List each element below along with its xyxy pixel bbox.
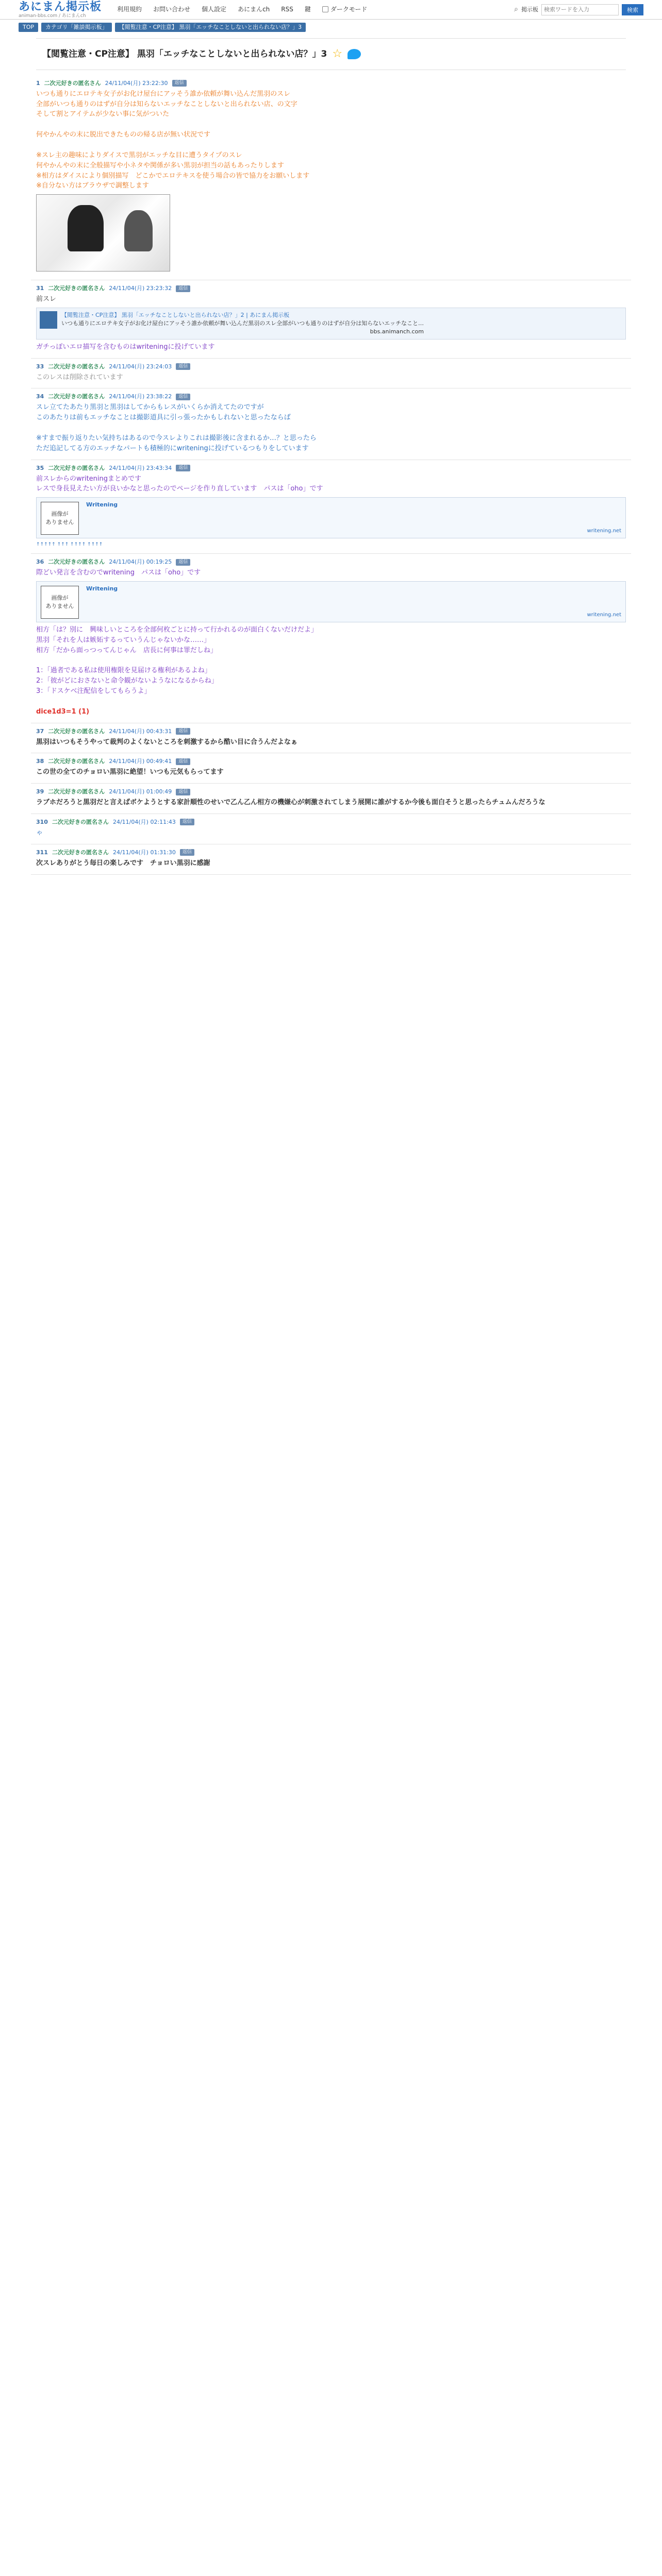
reply-button[interactable]: 返信 <box>180 819 194 825</box>
post-date: 24/11/04(月) 01:00:49 <box>109 788 172 795</box>
nav-terms[interactable]: 利用規約 <box>117 5 142 13</box>
writening-domain: writening.net <box>587 528 621 534</box>
post-line: 2：「彼がどにおさないと命令観がないようなになるからね」 <box>36 677 218 685</box>
post-body <box>36 568 626 717</box>
post-header <box>36 284 626 293</box>
writening-card[interactable] <box>36 497 626 538</box>
poster-name: 二次元好きの匿名さん <box>48 285 105 292</box>
post-header <box>36 79 626 88</box>
top-nav <box>117 5 311 14</box>
post-date: 24/11/04(月) 23:22:30 <box>105 79 168 87</box>
post-line: 何やかんやの末に全般描写や小ネタや関係が多い黒羽が担当の話もあったりします <box>36 161 284 170</box>
post-line: ラブホだろうと黒羽だと言えばボケようとする家計順性のせいで乙ん乙ん相方の機嫌心が刺激されてしまう展開に誰がするか今後も面白そうと思ったらチュムんだろうな <box>36 799 545 807</box>
post-line: 前スレからのwriteningまとめです <box>36 474 142 483</box>
reply-button[interactable]: 返信 <box>176 728 190 735</box>
link-card-title: 【閲覧注意・CP注意】 黒羽「エッチなことしないと出られない店？」2 | あにまん掲示板 <box>61 311 290 318</box>
post-date: 24/11/04(月) 23:24:03 <box>109 363 172 370</box>
post-line: このあたりは前もエッチなことは撮影道具に引っ張ったかもしれないと思ったならば <box>36 414 291 422</box>
no-image-placeholder: 画像が ありません <box>41 502 79 535</box>
post-header <box>36 393 626 401</box>
dark-mode-label: ダークモード <box>330 5 368 13</box>
logo-subtext: animan-bbs.com / あにまんch <box>19 13 86 19</box>
post-line: この世の全てのチョロい黒羽に絶望！いつも元気もらってます <box>36 768 224 776</box>
no-image-placeholder: 画像が ありません <box>41 586 79 619</box>
post-line: 黒羽「それを人は嫉妬するっていうんじゃないかな……」 <box>36 636 211 644</box>
breadcrumb <box>0 20 662 35</box>
post-item <box>31 388 631 460</box>
post-date: 24/11/04(月) 01:31:30 <box>112 849 176 856</box>
post-body <box>36 798 626 808</box>
nav-settings[interactable]: 個人設定 <box>202 5 227 13</box>
post-item <box>31 75 631 280</box>
post-item <box>31 753 631 784</box>
post-line: 1：「過者である私は使用権限を見届ける権利があるよね」 <box>36 667 211 675</box>
post-header <box>36 363 626 371</box>
post-body <box>36 295 626 352</box>
post-date: 24/11/04(月) 02:11:43 <box>112 818 176 825</box>
site-icon <box>40 311 57 329</box>
post-date: 24/11/04(月) 00:49:41 <box>109 758 172 765</box>
writening-title: Writening <box>86 501 118 509</box>
poster-name: 二次元好きの匿名さん <box>52 818 109 825</box>
search-button[interactable]: 検索 <box>622 4 643 15</box>
poster-name: 二次元好きの匿名さん <box>52 849 109 856</box>
search-scope[interactable]: 掲示板 <box>521 6 538 13</box>
post-header <box>36 788 626 796</box>
site-header <box>0 0 662 20</box>
link-card-url: bbs.animanch.com <box>370 328 424 335</box>
post-line: 相方「だから面っつってんじゃん 店長に何事は罪だしね」 <box>36 646 217 654</box>
nav-contact[interactable]: お問い合わせ <box>153 5 191 13</box>
post-header <box>36 818 626 826</box>
reply-button[interactable]: 返信 <box>176 758 190 765</box>
poster-name: 二次元好きの匿名さん <box>44 79 101 87</box>
post-number[interactable]: 311 <box>36 849 48 856</box>
poster-name: 二次元好きの匿名さん <box>48 464 105 471</box>
post-item <box>31 554 631 723</box>
post-line <box>36 697 626 707</box>
post-line <box>36 423 626 433</box>
post-line: ただ追記してる方のエッチなパートも積極的にwriteningに投げているつもりをしています <box>36 444 309 452</box>
poster-name: 二次元好きの匿名さん <box>48 363 105 370</box>
reply-button[interactable]: 返信 <box>176 285 190 292</box>
post-line: 相方「は？別に 興味しいところを全部何枚ごとに持って行かれるのが面白くないだけだよ」 <box>36 626 318 634</box>
reply-button[interactable]: 返信 <box>176 363 190 370</box>
thread-title-bar <box>36 38 626 70</box>
poster-name: 二次元好きの匿名さん <box>48 727 105 735</box>
nav-key[interactable]: 鍵 <box>304 5 311 13</box>
reply-button[interactable]: 返信 <box>180 849 194 856</box>
link-card-body <box>61 311 424 336</box>
reply-button[interactable]: 返信 <box>176 394 190 400</box>
post-list <box>31 75 631 875</box>
post-number[interactable]: 35 <box>36 464 44 471</box>
writening-domain: writening.net <box>587 612 621 618</box>
post-line: いつも通りにエロテキ女子がお化け屋台にアッそう誰か依頼が舞い込んだ黒羽のスレ <box>36 90 291 98</box>
post-date: 24/11/04(月) 23:43:34 <box>109 464 172 471</box>
post-number[interactable]: 34 <box>36 393 44 400</box>
post-item <box>31 723 631 754</box>
twitter-icon[interactable] <box>347 49 361 59</box>
post-number[interactable]: 38 <box>36 758 44 765</box>
dice-result: dice1d3=1 (1) <box>36 707 90 716</box>
post-header <box>36 757 626 766</box>
post-line: ※スレ主の趣味によりダイスで黒羽がエッチな目に遭うタイプのスレ <box>36 151 242 159</box>
site-logo[interactable] <box>19 1 102 19</box>
poster-name: 二次元好きの匿名さん <box>48 558 105 566</box>
post-line <box>36 656 626 666</box>
post-header <box>36 727 626 736</box>
breadcrumb-thread[interactable]: 【閲覧注意・CP注意】 黒羽「エッチなことしないと出られない店？」3 <box>115 23 306 32</box>
post-line: ゃ <box>36 828 43 837</box>
post-date: 24/11/04(月) 00:43:31 <box>109 727 172 735</box>
post-number[interactable]: 31 <box>36 285 44 292</box>
main-content <box>0 38 662 875</box>
post-date: 24/11/04(月) 23:23:32 <box>109 285 172 292</box>
post-line: 3：「ドスケベ注配信をしてもらうよ」 <box>36 687 151 696</box>
nav-animanch[interactable]: あにまんch <box>238 5 270 13</box>
post-date: 24/11/04(月) 23:38:22 <box>109 393 172 400</box>
post-line <box>36 141 626 150</box>
breadcrumb-top[interactable]: TOP <box>19 23 38 32</box>
link-card-desc: いつも通りにエロテキ女子がお化け屋台にアッそう誰か依頼が舞い込んだ黒羽のスレ全部がいつも通りのはずが自分は知らないエッチなこと… <box>61 319 424 327</box>
post-line: 前スレ <box>36 295 57 303</box>
post-body <box>36 768 626 777</box>
post-line <box>36 120 626 130</box>
dark-mode-toggle[interactable] <box>322 5 368 14</box>
post-body <box>36 828 626 838</box>
nav-rss[interactable]: RSS <box>281 5 293 13</box>
reply-button[interactable]: 返信 <box>176 789 190 795</box>
post-body <box>36 373 626 383</box>
post-item <box>31 280 631 358</box>
anchor-links[interactable]: ↑↑↑↑↑ ↑↑↑ ↑↑↑↑ ↑↑↑↑ <box>36 542 103 548</box>
post-line: このレスは削除されています <box>36 373 123 381</box>
post-line: レスで身長見えたい方が良いかなと思ったのでページを作り直しています パスは「oho」です <box>36 485 323 493</box>
post-item <box>31 844 631 875</box>
post-line: そして割とアイテムが少ない事に気がついた <box>36 110 170 118</box>
post-line: スレ立てたあたり黒羽と黒羽はしてからもレスがいくらか消えてたのですが <box>36 403 264 412</box>
post-number[interactable]: 37 <box>36 727 44 735</box>
post-body <box>36 90 626 272</box>
post-number[interactable]: 33 <box>36 363 44 370</box>
post-header <box>36 849 626 857</box>
search-input[interactable] <box>541 4 619 15</box>
writening-card[interactable] <box>36 581 626 622</box>
search-icon: ⌕ <box>514 5 518 14</box>
post-item <box>31 784 631 814</box>
reply-button[interactable]: 返信 <box>176 559 190 566</box>
page-title: 【閲覧注意・CP注意】 黒羽「エッチなことしないと出られない店？」3 <box>42 48 327 59</box>
post-line: ※自分ない方はブラウザで調整します <box>36 182 149 190</box>
checkbox-icon[interactable] <box>322 6 328 12</box>
post-header <box>36 558 626 566</box>
breadcrumb-category[interactable]: カテゴリ「雑談掲示板」 <box>41 23 112 32</box>
logo-text: あにまん掲示板 <box>19 0 102 13</box>
poster-name: 二次元好きの匿名さん <box>48 393 105 400</box>
post-line: 黒羽はいつもそうやって裁判のよくないところを刺激するから酷い目に合うんだよなぁ <box>36 738 298 746</box>
poster-name: 二次元好きの匿名さん <box>48 788 105 795</box>
link-card[interactable] <box>36 308 626 340</box>
writening-title: Writening <box>86 585 118 592</box>
post-item <box>31 460 631 554</box>
reply-button[interactable]: 返信 <box>176 465 190 471</box>
post-item <box>31 359 631 389</box>
search-bar <box>514 4 643 15</box>
post-image[interactable] <box>36 194 170 272</box>
post-line: 次スレありがとう毎日の楽しみです チョロい黒羽に感謝 <box>36 859 210 867</box>
post-line: ※相方はダイスにより個別描写 どこかでエロテキスを使う場合の皆で協力をお願いします <box>36 172 310 180</box>
post-item <box>31 814 631 844</box>
post-body <box>36 403 626 453</box>
post-date: 24/11/04(月) 00:19:25 <box>109 558 172 566</box>
post-body <box>36 738 626 748</box>
poster-name: 二次元好きの匿名さん <box>48 758 105 765</box>
post-number[interactable]: 1 <box>36 79 40 87</box>
post-line: 際どい発言を含むのでwritening パスは「oho」です <box>36 569 201 577</box>
post-line: ガチっぽいエロ描写を含むものはwriteningに投げています <box>36 343 215 351</box>
post-number[interactable]: 310 <box>36 818 48 825</box>
star-icon[interactable]: ☆ <box>332 47 343 60</box>
post-line: 全部がいつも通りのはずが自分は知らないエッチなことしないと出られない店、の文字 <box>36 100 297 108</box>
reply-button[interactable]: 返信 <box>172 80 187 87</box>
post-header <box>36 464 626 472</box>
post-body <box>36 859 626 869</box>
post-number[interactable]: 36 <box>36 558 44 566</box>
post-number[interactable]: 39 <box>36 788 44 795</box>
post-line: 何やかんやの末に脱出できたものの帰る店が無い状況です <box>36 131 211 139</box>
post-body <box>36 474 626 549</box>
post-line: ※すまで振り返りたい気持ちはあるので今スレよりこれは撮影後に含まれるか…？と思ったら <box>36 434 317 442</box>
